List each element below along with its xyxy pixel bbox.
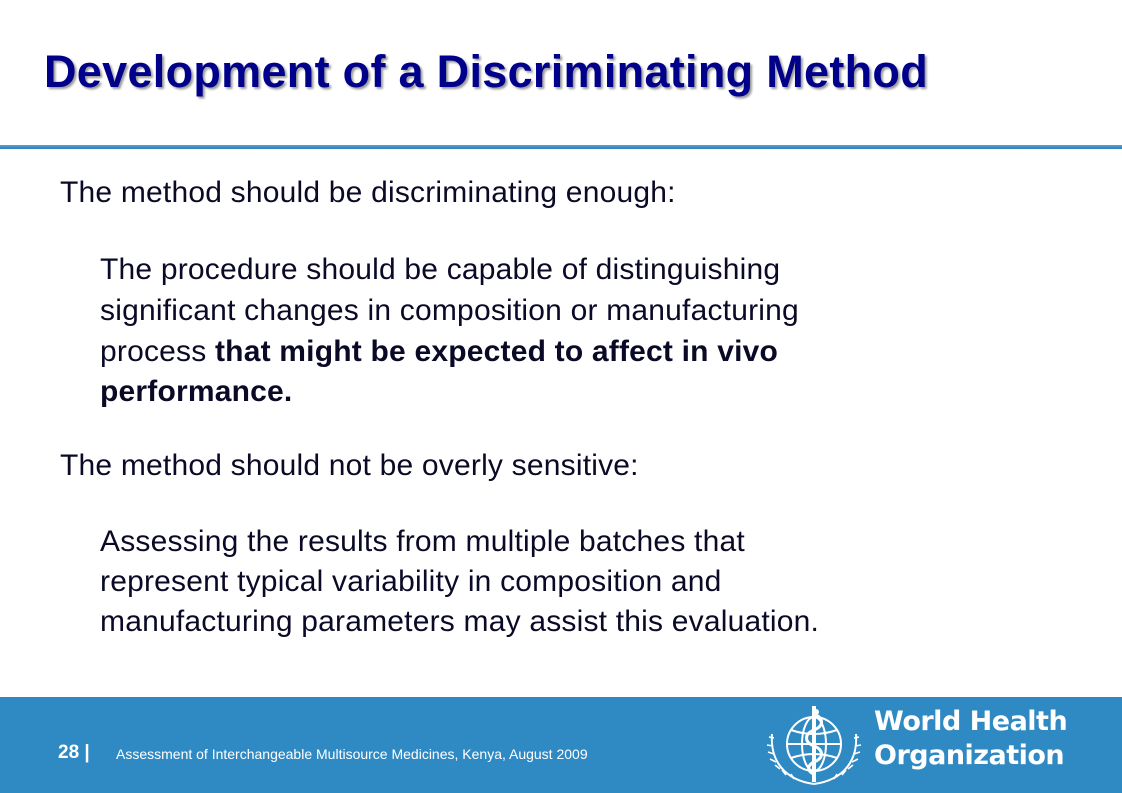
paragraph-procedure-line-3 bbox=[100, 337, 778, 367]
paragraph-sensitive: The method should not be overly sensitive: bbox=[60, 449, 639, 482]
paragraph-procedure-line-4: performance. bbox=[100, 375, 293, 408]
page-number: 28 | bbox=[58, 742, 90, 763]
paragraph-assessing-line-3: manufacturing parameters may assist this evaluation. bbox=[100, 605, 820, 638]
slide-title: Development of a Discriminating Method bbox=[44, 46, 928, 97]
org-name-line-2: Organization bbox=[874, 740, 1065, 771]
paragraph-assessing-line-1: Assessing the results from multiple batches that bbox=[100, 525, 745, 558]
who-emblem-icon bbox=[764, 700, 864, 792]
paragraph-discriminating: The method should be discriminating enough: bbox=[60, 176, 676, 209]
footer-caption: Assessment of Interchangeable Multisource Medicines, Kenya, August 2009 bbox=[116, 746, 588, 762]
procedure-normal-text: process bbox=[100, 335, 215, 368]
paragraph-procedure-line-2: significant changes in composition or manufacturing bbox=[100, 294, 799, 327]
title-divider bbox=[0, 145, 1122, 149]
paragraph-assessing-line-2: represent typical variability in composition and bbox=[100, 565, 722, 598]
org-name-line-1: World Health bbox=[874, 706, 1068, 737]
procedure-bold-text: that might be expected to affect in vivo bbox=[214, 335, 779, 368]
paragraph-procedure-line-1: The procedure should be capable of distinguishing bbox=[100, 253, 781, 286]
